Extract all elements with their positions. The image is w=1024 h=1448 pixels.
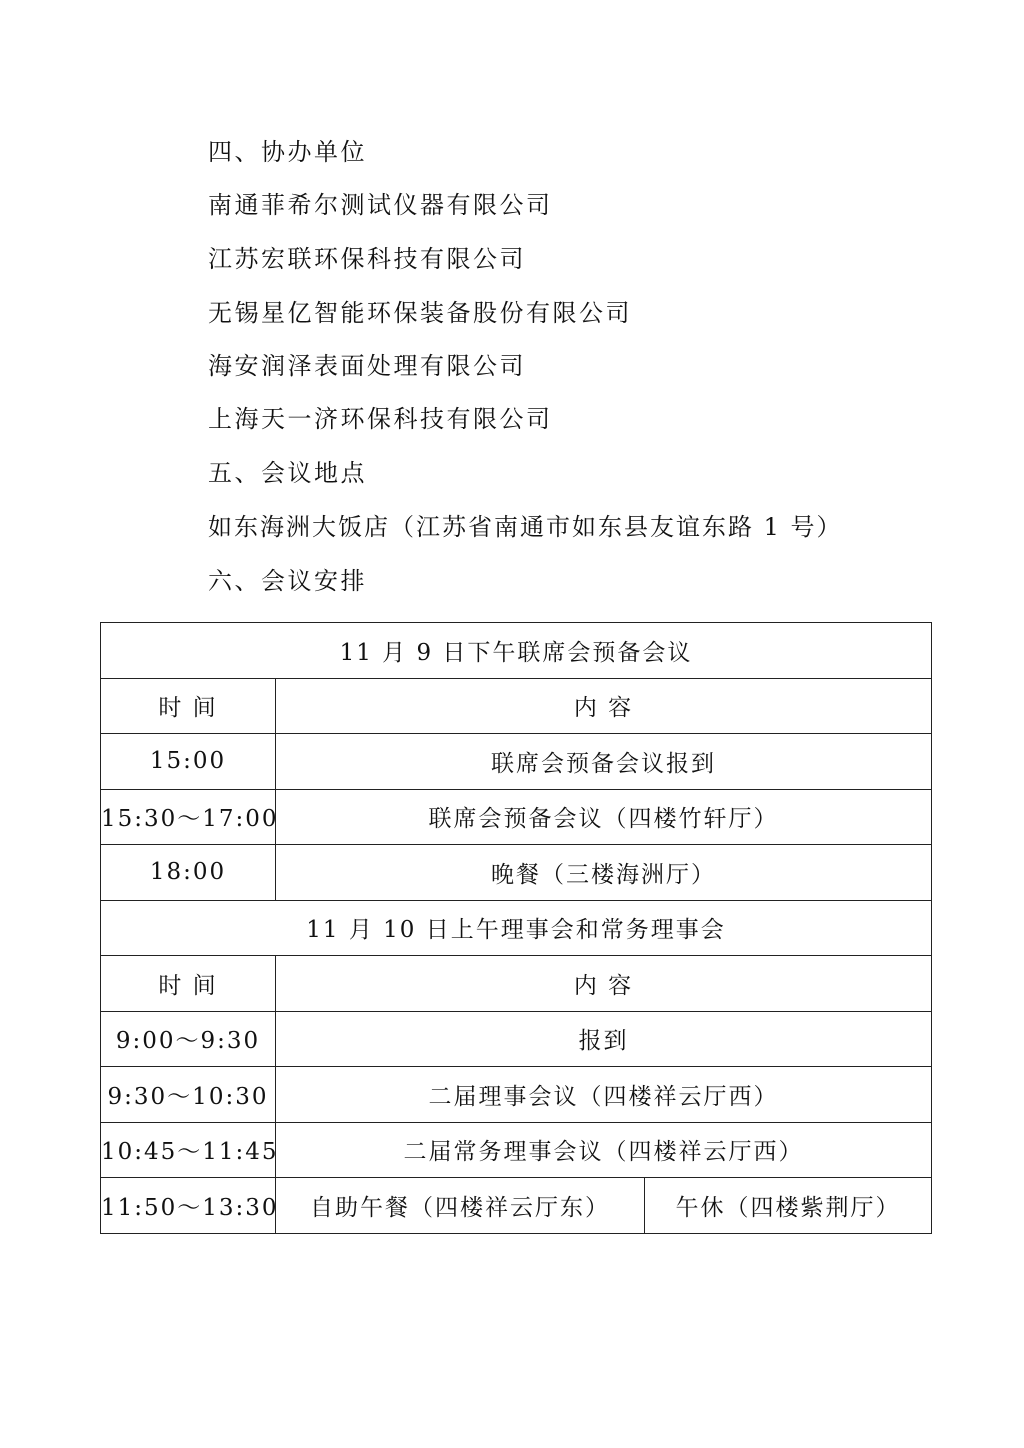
time-cell: 18:00	[101, 845, 276, 901]
co-organizer-item: 上海天一济环保科技有限公司	[208, 405, 553, 433]
content-cell: 联席会预备会议报到	[276, 734, 932, 790]
time-cell: 9:30～10:30	[101, 1067, 276, 1123]
table-header-row	[101, 956, 932, 1012]
content-cell: 二届常务理事会议（四楼祥云厅西）	[276, 1122, 932, 1178]
section-heading-co-organizers: 四、协办单位	[208, 138, 367, 166]
time-cell: 9:00～9:30	[101, 1011, 276, 1067]
content-cell: 晚餐（三楼海洲厅）	[276, 845, 932, 901]
co-organizer-item: 无锡星亿智能环保装备股份有限公司	[208, 299, 632, 327]
table-row	[101, 1067, 932, 1123]
table-row	[101, 734, 932, 790]
block-title: 11 月 9 日下午联席会预备会议	[101, 623, 932, 679]
table-row	[101, 1122, 932, 1178]
section-heading-venue: 五、会议地点	[208, 459, 367, 487]
co-organizer-item: 海安润泽表面处理有限公司	[208, 352, 526, 380]
table-header-row	[101, 678, 932, 734]
co-organizer-item: 南通菲希尔测试仪器有限公司	[208, 191, 553, 219]
venue-text: 如东海洲大饭店（江苏省南通市如东县友谊东路 1 号）	[208, 513, 843, 541]
content-cell: 联席会预备会议（四楼竹轩厅）	[276, 789, 932, 845]
header-time: 时 间	[101, 678, 276, 734]
header-content: 内 容	[276, 678, 932, 734]
content-cell-right: 午休（四楼紫荆厅）	[645, 1178, 932, 1234]
content-cell: 报到	[276, 1011, 932, 1067]
table-row	[101, 1178, 932, 1234]
block-title: 11 月 10 日上午理事会和常务理事会	[101, 900, 932, 956]
table-row	[101, 623, 932, 679]
schedule-table	[100, 622, 932, 1234]
content-cell: 二届理事会议（四楼祥云厅西）	[276, 1067, 932, 1123]
time-cell: 10:45～11:45	[101, 1122, 276, 1178]
content-cell-left: 自助午餐（四楼祥云厅东）	[276, 1178, 645, 1234]
section-heading-schedule: 六、会议安排	[208, 567, 367, 595]
table-row	[101, 845, 932, 901]
co-organizer-item: 江苏宏联环保科技有限公司	[208, 245, 526, 273]
table-row	[101, 1011, 932, 1067]
table-row	[101, 789, 932, 845]
table-row	[101, 900, 932, 956]
header-content: 内 容	[276, 956, 932, 1012]
time-cell: 15:30～17:00	[101, 789, 276, 845]
time-cell: 15:00	[101, 734, 276, 790]
header-time: 时 间	[101, 956, 276, 1012]
time-cell: 11:50～13:30	[101, 1178, 276, 1234]
